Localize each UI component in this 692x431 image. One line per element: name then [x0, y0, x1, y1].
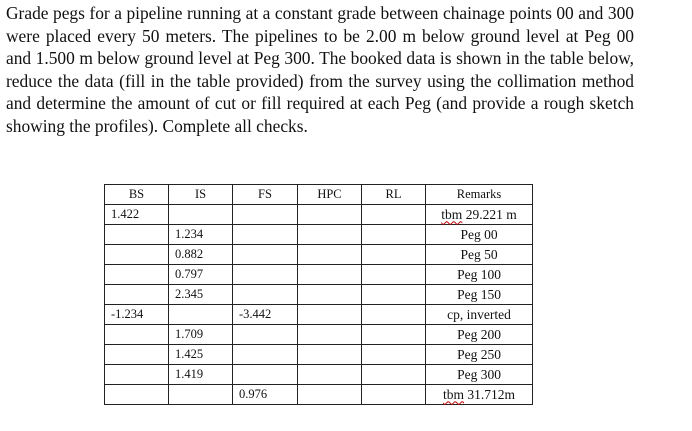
- remark-text: Peg 100: [457, 266, 501, 282]
- header-hpc: HPC: [298, 185, 362, 205]
- cell-hpc: [298, 345, 362, 365]
- cell-is: [169, 205, 233, 225]
- cell-is: 1.234: [169, 225, 233, 245]
- cell-rl: [362, 205, 426, 225]
- levelling-table: [104, 184, 533, 405]
- question-text-block: [6, 2, 634, 138]
- cell-rl: [362, 245, 426, 265]
- cell-fs: -3.442: [233, 305, 298, 325]
- cell-bs: 1.422: [105, 205, 169, 225]
- cell-fs: [233, 285, 298, 305]
- header-is: IS: [169, 185, 233, 205]
- cell-remarks: [426, 205, 533, 225]
- cell-is: 2.345: [169, 285, 233, 305]
- cell-bs: -1.234: [105, 305, 169, 325]
- cell-rl: [362, 385, 426, 405]
- cell-rl: [362, 365, 426, 385]
- cell-remarks: [426, 285, 533, 305]
- header-rl: RL: [362, 185, 426, 205]
- cell-rl: [362, 345, 426, 365]
- cell-bs: [105, 325, 169, 345]
- table-row: [105, 365, 533, 385]
- remark-benchmark-word: tbm: [441, 206, 463, 222]
- header-remarks: Remarks: [426, 185, 533, 205]
- remark-text: Peg 200: [457, 326, 501, 342]
- cell-fs: [233, 325, 298, 345]
- cell-bs: [105, 345, 169, 365]
- cell-rl: [362, 305, 426, 325]
- cell-bs: [105, 365, 169, 385]
- remark-text: Peg 00: [460, 226, 498, 242]
- cell-hpc: [298, 385, 362, 405]
- remark-text: Peg 300: [457, 366, 501, 382]
- cell-remarks: [426, 305, 533, 325]
- cell-fs: [233, 365, 298, 385]
- cell-hpc: [298, 325, 362, 345]
- cell-hpc: [298, 225, 362, 245]
- cell-is: 1.419: [169, 365, 233, 385]
- remark-text: Peg 150: [457, 286, 501, 302]
- header-bs: BS: [105, 185, 169, 205]
- remark-benchmark-word: tbm: [442, 386, 464, 402]
- cell-hpc: [298, 245, 362, 265]
- cell-hpc: [298, 305, 362, 325]
- cell-bs: [105, 265, 169, 285]
- remark-text: cp, inverted: [447, 306, 511, 322]
- remark-text: 31.712m: [464, 386, 516, 402]
- cell-remarks: [426, 225, 533, 245]
- cell-is: 0.882: [169, 245, 233, 265]
- table-row: [105, 345, 533, 365]
- question-paragraph: Grade pegs for a pipeline running at a constant grade between chainage points 00 and 300 were placed every 50 meters. The pipelines to be 2.00 m below ground level at Peg 00 and 1.500 m below ground level at Peg 300. The booked data is shown in the table below, reduce the data (fill in the table provided) from the survey using the collimation method and determine the amount of cut or fill required at each Peg (and provide a rough sketch showing the profiles). Complete all checks.: [6, 3, 634, 136]
- cell-is: [169, 305, 233, 325]
- cell-fs: [233, 245, 298, 265]
- table-row: [105, 305, 533, 325]
- remark-text: Peg 50: [460, 246, 498, 262]
- table-body: [105, 205, 533, 405]
- cell-remarks: [426, 385, 533, 405]
- cell-bs: [105, 225, 169, 245]
- cell-remarks: [426, 325, 533, 345]
- cell-remarks: [426, 365, 533, 385]
- cell-rl: [362, 325, 426, 345]
- cell-rl: [362, 285, 426, 305]
- table-row: [105, 225, 533, 245]
- cell-fs: [233, 265, 298, 285]
- cell-hpc: [298, 365, 362, 385]
- cell-remarks: [426, 345, 533, 365]
- cell-fs: [233, 205, 298, 225]
- cell-remarks: [426, 265, 533, 285]
- table-row: [105, 285, 533, 305]
- cell-rl: [362, 225, 426, 245]
- cell-hpc: [298, 265, 362, 285]
- cell-is: 0.797: [169, 265, 233, 285]
- cell-fs: 0.976: [233, 385, 298, 405]
- table-row: [105, 385, 533, 405]
- cell-bs: [105, 385, 169, 405]
- header-fs: FS: [233, 185, 298, 205]
- cell-hpc: [298, 285, 362, 305]
- cell-bs: [105, 245, 169, 265]
- table-row: [105, 245, 533, 265]
- cell-is: 1.709: [169, 325, 233, 345]
- table-row: [105, 205, 533, 225]
- cell-fs: [233, 345, 298, 365]
- remark-text: Peg 250: [457, 346, 501, 362]
- table-header-row: [105, 185, 533, 205]
- cell-is: [169, 385, 233, 405]
- table-row: [105, 325, 533, 345]
- cell-fs: [233, 225, 298, 245]
- remark-text: 29.221 m: [462, 206, 517, 222]
- table-row: [105, 265, 533, 285]
- cell-bs: [105, 285, 169, 305]
- cell-is: 1.425: [169, 345, 233, 365]
- cell-remarks: [426, 245, 533, 265]
- cell-rl: [362, 265, 426, 285]
- cell-hpc: [298, 205, 362, 225]
